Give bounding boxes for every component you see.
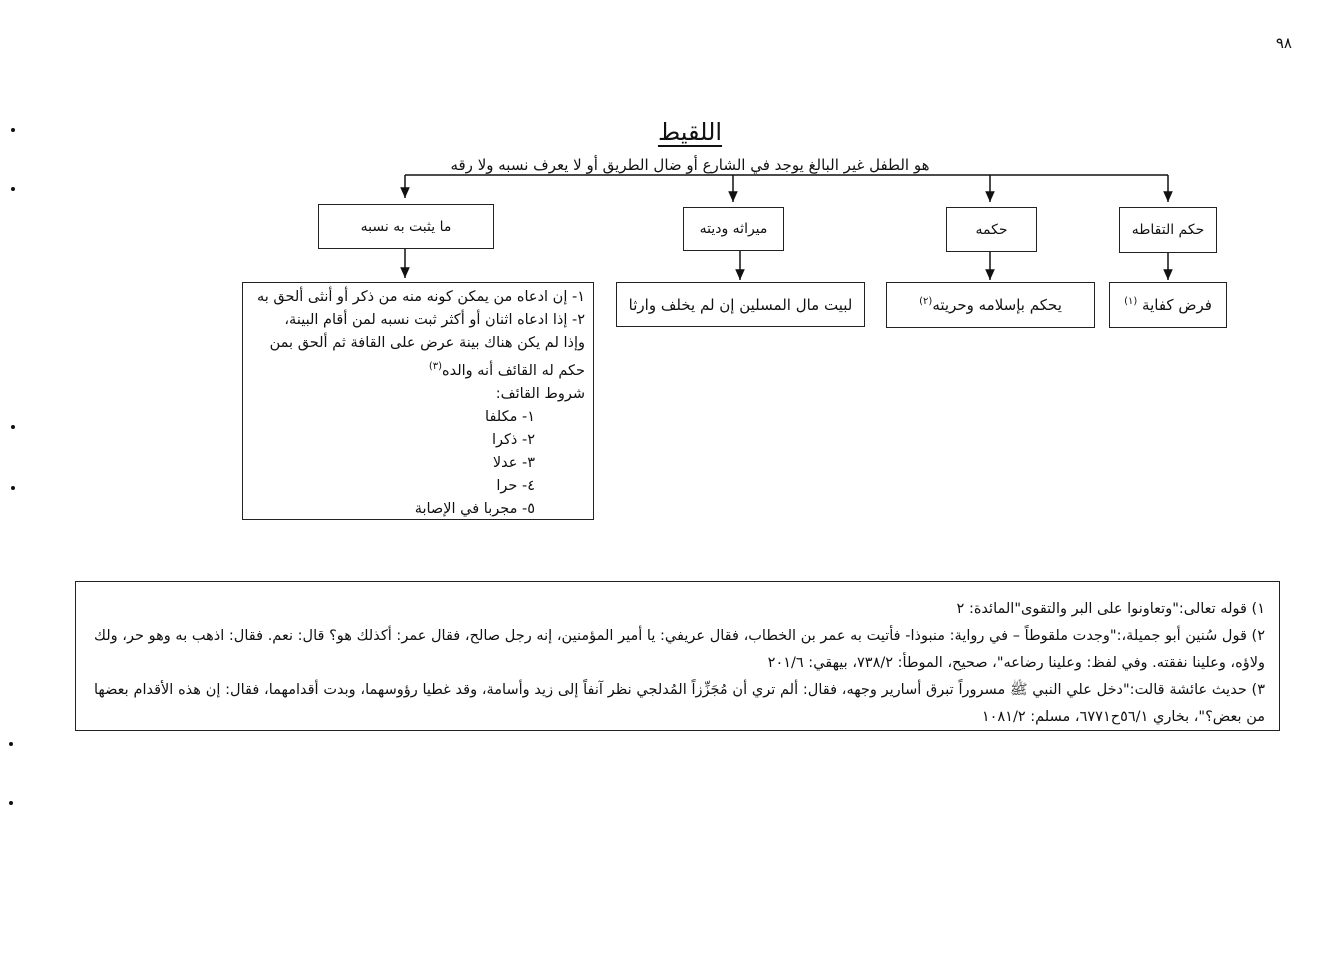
hukm-result-box (886, 282, 1095, 328)
footnote-ref-1: (١) (1124, 296, 1138, 307)
hukm-result-text: يحكم بإسلامه وحريته (932, 296, 1062, 314)
condition-item: ٢- ذكرا (491, 431, 535, 448)
nasab-heading: ما يثبت به نسبه (360, 218, 452, 235)
iltiqat-heading-box (1119, 207, 1217, 253)
nasab-line-4 (251, 355, 585, 383)
nasab-line-3: وإذا لم يكن هناك بينة عرض على القافة ثم ألحق بمن (269, 335, 585, 351)
scan-speck (9, 801, 13, 805)
hukm-heading-box (946, 207, 1037, 252)
conditions-list (251, 406, 585, 521)
iltiqat-result-text: فرض كفاية (1142, 296, 1212, 314)
condition-item: ٥- مجربا في الإصابة (414, 500, 535, 517)
page-title: اللقيط (657, 118, 723, 146)
definition-text: هو الطفل غير البالغ يوجد في الشارع أو ضال الطريق أو لا يعرف نسبه ولا رقه (450, 156, 930, 174)
mirath-heading: ميراثه وديته (699, 221, 768, 237)
mirath-heading-box (683, 207, 784, 251)
iltiqat-heading: حكم التقاطه (1131, 222, 1205, 238)
scan-speck (9, 742, 13, 746)
iltiqat-result (1124, 296, 1212, 314)
nasab-line-2: ٢- إذا ادعاه اثنان أو أكثر ثبت نسبه لمن أقام البينة، (284, 312, 585, 328)
condition-item: ٤- حرا (496, 477, 535, 494)
page-number: ٩٨ (1275, 34, 1292, 52)
hukm-heading: حكمه (975, 221, 1008, 238)
mirath-result: لبيت مال المسلين إن لم يخلف وارثا (628, 295, 853, 314)
footnotes-box (75, 581, 1280, 731)
conditions-title: شروط القائف: (495, 385, 585, 402)
mirath-result-box (616, 282, 865, 327)
scan-speck (11, 128, 15, 132)
hukm-result (919, 296, 1062, 314)
nasab-line-4-text: حكم له القائف أنه والده (442, 362, 585, 379)
footnote-1: ١) قوله تعالى:"وتعاونوا على البر والتقوى"المائدة: ٢ (956, 601, 1265, 617)
footnote-ref-3: (٣) (428, 361, 442, 372)
condition-item: ١- مكلفا (485, 408, 535, 425)
footnote-ref-2: (٢) (919, 296, 933, 307)
footnote-2: ٢) قول سُنين أبو جميلة،:"وجدت ملقوطاً – في رواية: منبوذا- فأتيت به عمر بن الخطاب، فقال عريفي: يا أمير المؤمنين، إنه رجل صالح، فقال عمر: أكذلك هو؟ قال: نعم. فقال: اذهب به وهو حر، ولك ولاؤه، وعلينا نفقته. وفي لفظ: وعلينا رضاعه"، صحيح، الموطأ: ٧٣٨/٢، بيهقي: ٢٠١/٦ (94, 628, 1265, 671)
scan-speck (11, 187, 15, 191)
condition-item: ٣- عدلا (492, 454, 535, 471)
footnote-3: ٣) حديث عائشة قالت:"دخل علي النبي ﷺ مسروراً تبرق أسارير وجهه، فقال: ألم تري أن مُجَزِّزاً المُدلجي نظر آنفاً إلى زيد وأسامة، وقد غطيا رؤوسهما، وبدت أقدامهما، فقال: إن هذه الأقدام بعضها من بعض؟"، بخاري ٥٦/١ح٦٧٧١، مسلم: ١٠٨١/٢ (94, 682, 1265, 725)
nasab-details-box (242, 282, 594, 520)
scan-speck (11, 425, 15, 429)
scan-speck (11, 486, 15, 490)
iltiqat-result-box (1109, 282, 1227, 328)
nasab-heading-box (318, 204, 494, 249)
nasab-line-1: ١- إن ادعاه من يمكن كونه منه من ذكر أو أنثى ألحق به (257, 289, 585, 305)
